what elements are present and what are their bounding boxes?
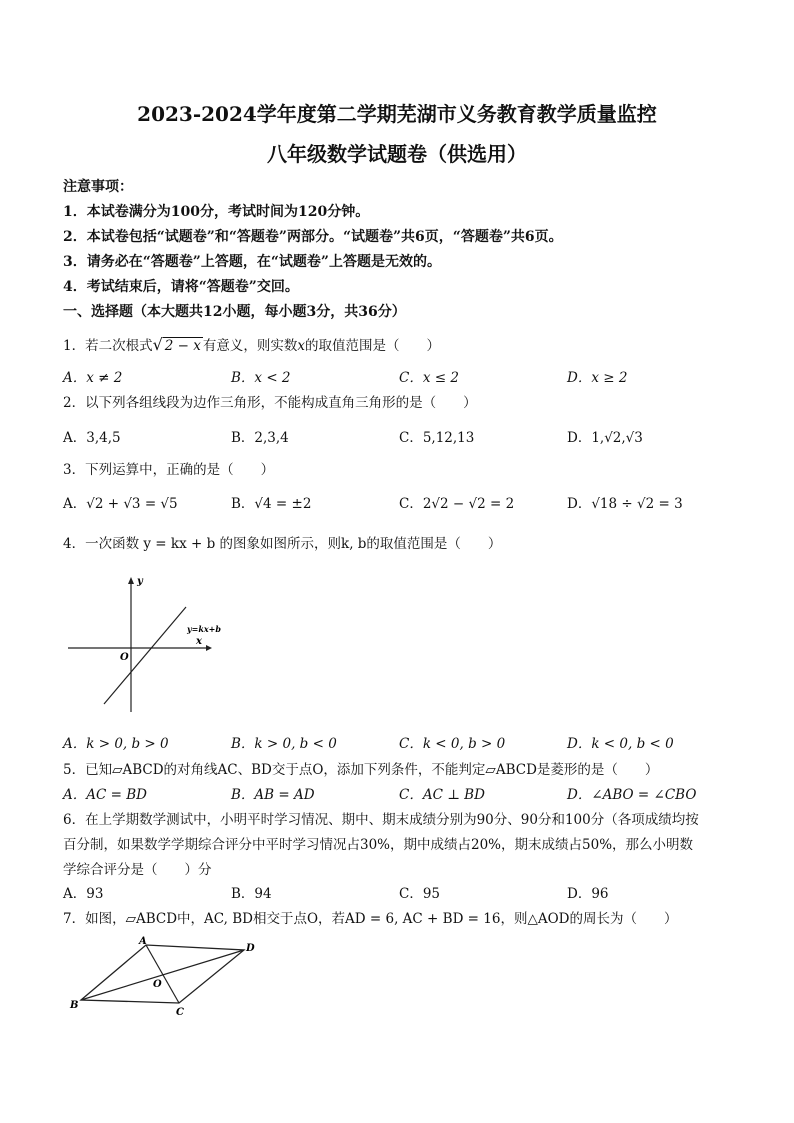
q1-option-a: A．x ≠ 2	[63, 370, 123, 386]
q4-option-d: D．k < 0, b < 0	[567, 736, 674, 752]
q1-end: 的取值范围是（ ）	[305, 338, 441, 354]
diagonal-bd	[81, 950, 244, 1000]
notes-heading: 注意事项：	[63, 179, 133, 195]
q4-graph-figure	[66, 572, 221, 717]
x-axis-label: x	[196, 636, 202, 647]
q1-option-c: C．x ≤ 2	[399, 370, 459, 386]
q3-option-c: C．2√2 − √2 = 2	[399, 496, 515, 512]
section-heading: 一、选择题（本大题共12小题，每小题3分，共36分）	[63, 304, 406, 320]
question-6-line-2: 百分制，如果数学学期综合评分中平时学习情况占30%，期中成绩占20%，期末成绩占50%，那么小明数	[63, 837, 694, 853]
q4-option-b: B．k > 0, b < 0	[231, 736, 337, 752]
exam-subtitle: 八年级数学试题卷（供选用）	[267, 142, 527, 166]
q6-option-a: A．93	[63, 886, 104, 902]
q4-option-a: A．k > 0, b > 0	[63, 736, 169, 752]
point-c-label: C	[176, 1007, 184, 1018]
note-item-1: 1．本试卷满分为100分，考试时间为120分钟。	[63, 204, 370, 220]
q1-option-d: D．x ≥ 2	[567, 370, 628, 386]
q6-option-d: D．96	[567, 886, 609, 902]
y-axis-arrow-icon	[128, 577, 134, 584]
note-item-4: 4．考试结束后，请将“答题卷”交回。	[63, 279, 299, 295]
note-item-3: 3．请务必在“答题卷”上答题，在“试题卷”上答题是无效的。	[63, 254, 441, 270]
q2-option-b: B．2,3,4	[231, 430, 289, 446]
question-5: 5．已知▱ABCD的对角线AC、BD交于点O，添加下列条件，不能判定▱ABCD是菱形的是（ ）	[63, 762, 659, 778]
question-1	[63, 334, 440, 354]
y-axis-label: y	[137, 576, 143, 587]
question-6-line-3: 学综合评分是（ ）分	[63, 862, 212, 878]
point-a-label: A	[139, 936, 147, 947]
point-d-label: D	[246, 943, 255, 954]
question-6-line-1: 6．在上学期数学测试中，小明平时学习情况、期中、期末成绩分别为90分、90分和100分（各项成绩均按	[63, 812, 699, 828]
q2-option-a: A．3,4,5	[63, 430, 121, 446]
point-o-label: O	[153, 979, 162, 990]
origin-label: O	[120, 652, 129, 663]
q5-option-a: A．AC = BD	[63, 787, 147, 803]
exam-title: 2023-2024学年度第二学期芜湖市义务教育教学质量监控	[137, 102, 657, 126]
sqrt-symbol: √	[152, 335, 163, 354]
diagonal-ac	[146, 945, 179, 1003]
question-2: 2．以下列各组线段为边作三角形，不能构成直角三角形的是（ ）	[63, 395, 477, 411]
note-item-2: 2．本试卷包括“试题卷”和“答题卷”两部分。“试题卷”共6页，“答题卷”共6页。	[63, 229, 563, 245]
q2-option-c: C．5,12,13	[399, 430, 475, 446]
q5-option-c: C．AC ⊥ BD	[399, 787, 485, 803]
q2-option-d: D．1,√2,√3	[567, 430, 643, 446]
question-7: 7．如图，▱ABCD中，AC, BD相交于点O，若AD = 6, AC + BD = 16，则△AOD的周长为（ ）	[63, 911, 678, 927]
q1-pre: 1．若二次根式	[63, 338, 153, 354]
q5-option-b: B．AB = AD	[231, 787, 315, 803]
q1-option-b: B．x < 2	[231, 370, 291, 386]
function-line	[104, 607, 186, 704]
line-label: y=kx+b	[187, 624, 221, 634]
q6-option-b: B．94	[231, 886, 272, 902]
question-4: 4．一次函数 y = kx + b 的图象如图所示，则k, b的取值范围是（ ）	[63, 536, 502, 552]
q1-radicand: 2 − x	[164, 338, 201, 354]
q7-parallelogram-figure	[66, 935, 266, 1020]
question-3: 3．下列运算中，正确的是（ ）	[63, 462, 275, 478]
q3-option-d: D．√18 ÷ √2 = 3	[567, 496, 683, 512]
q6-option-c: C．95	[399, 886, 441, 902]
q4-option-c: C．k < 0, b > 0	[399, 736, 506, 752]
x-axis-arrow-icon	[206, 645, 212, 651]
q5-option-d: D．∠ABO = ∠CBO	[567, 787, 697, 803]
q3-option-a: A．√2 + √3 = √5	[63, 496, 178, 512]
q1-post: 有意义，则实数	[202, 338, 298, 354]
q1-var: x	[297, 338, 306, 354]
point-b-label: B	[70, 1000, 79, 1011]
q3-option-b: B．√4 = ±2	[231, 496, 312, 512]
